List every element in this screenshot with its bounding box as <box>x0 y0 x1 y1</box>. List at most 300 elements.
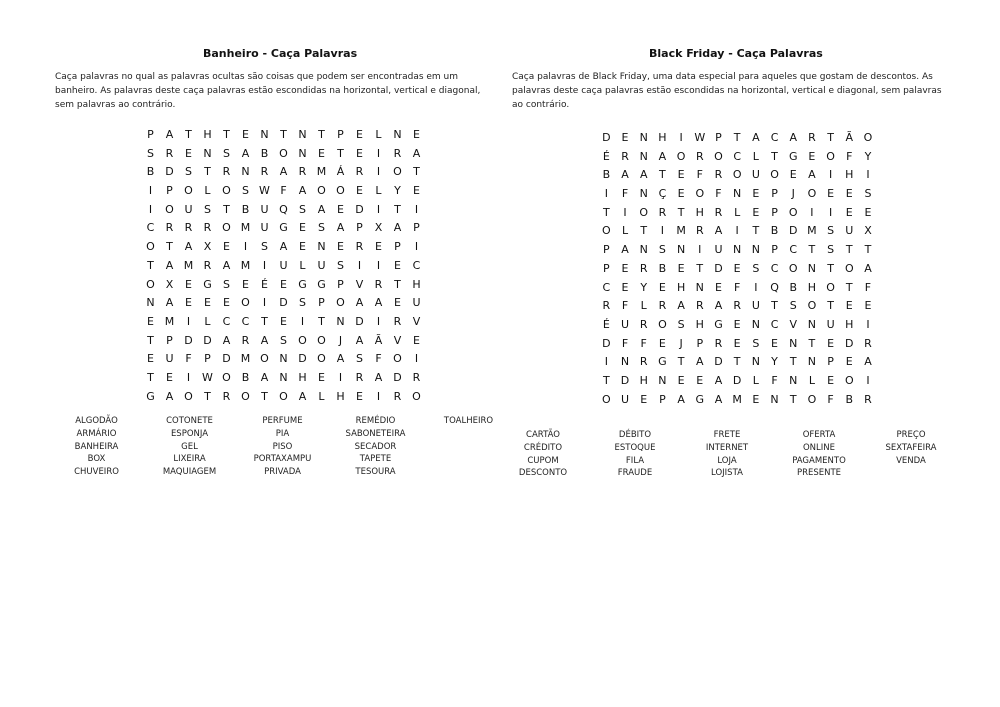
grid-letter[interactable]: I <box>414 240 419 254</box>
grid-letter[interactable]: E <box>356 128 363 141</box>
grid-letter[interactable]: A <box>864 355 872 369</box>
grid-letter[interactable]: X <box>374 221 383 235</box>
grid-letter[interactable]: T <box>602 205 610 219</box>
grid-letter[interactable]: L <box>621 224 629 238</box>
grid-letter[interactable]: T <box>147 333 154 347</box>
grid-letter[interactable]: T <box>771 149 778 163</box>
grid-letter[interactable]: E <box>337 240 344 254</box>
grid-letter[interactable]: A <box>279 165 288 179</box>
grid-letter[interactable]: I <box>623 205 627 219</box>
grid-letter[interactable]: P <box>337 128 344 141</box>
grid-letter[interactable]: I <box>866 168 870 182</box>
grid-letter[interactable]: S <box>299 202 306 216</box>
grid-letter[interactable]: H <box>845 317 854 331</box>
grid-letter[interactable]: N <box>279 352 288 366</box>
grid-letter[interactable]: É <box>602 317 610 331</box>
grid-letter[interactable]: A <box>260 333 269 347</box>
grid-letter[interactable]: A <box>374 370 383 384</box>
grid-letter[interactable]: I <box>828 168 833 182</box>
grid-letter[interactable]: E <box>845 187 853 201</box>
grid-letter[interactable]: E <box>299 240 306 254</box>
grid-letter[interactable]: A <box>355 333 364 347</box>
grid-letter[interactable]: C <box>241 314 250 328</box>
grid-letter[interactable]: E <box>677 168 685 182</box>
grid-letter[interactable]: F <box>280 184 287 198</box>
grid-letter[interactable]: E <box>621 261 629 275</box>
grid-letter[interactable]: E <box>696 373 704 387</box>
grid-letter[interactable]: E <box>223 240 230 254</box>
grid-letter[interactable]: H <box>658 131 667 144</box>
grid-letter[interactable]: É <box>261 277 268 291</box>
grid-letter[interactable]: F <box>621 299 629 313</box>
grid-letter[interactable]: Ç <box>658 187 667 201</box>
grid-letter[interactable]: R <box>714 168 723 182</box>
grid-letter[interactable]: E <box>864 299 872 313</box>
grid-letter[interactable]: T <box>696 261 704 275</box>
grid-letter[interactable]: M <box>183 258 194 272</box>
grid-letter[interactable]: E <box>337 202 344 216</box>
grid-letter[interactable]: B <box>260 146 269 160</box>
grid-letter[interactable]: S <box>223 277 230 291</box>
grid-letter[interactable]: F <box>846 149 853 163</box>
grid-letter[interactable]: T <box>827 299 834 313</box>
grid-letter[interactable]: D <box>355 314 364 328</box>
grid-letter[interactable]: E <box>733 336 741 350</box>
grid-letter[interactable]: A <box>789 131 797 144</box>
grid-letter[interactable]: T <box>223 128 230 141</box>
grid-letter[interactable]: A <box>184 240 193 254</box>
grid-letter[interactable]: M <box>807 224 817 238</box>
grid-letter[interactable]: M <box>240 221 251 235</box>
grid-letter[interactable]: R <box>165 146 174 160</box>
grid-letter[interactable]: I <box>243 240 248 254</box>
grid-letter[interactable]: O <box>602 224 611 238</box>
grid-letter[interactable]: R <box>355 165 364 179</box>
grid-letter[interactable]: P <box>337 277 344 291</box>
grid-letter[interactable]: T <box>147 258 154 272</box>
grid-letter[interactable]: I <box>810 205 814 219</box>
grid-letter[interactable]: I <box>698 243 702 257</box>
grid-letter[interactable]: A <box>714 224 723 238</box>
grid-letter[interactable]: E <box>242 277 249 291</box>
grid-letter[interactable]: T <box>204 389 211 403</box>
grid-letter[interactable]: A <box>621 168 629 182</box>
grid-letter[interactable]: F <box>375 352 382 366</box>
grid-letter[interactable]: O <box>714 149 723 163</box>
grid-letter[interactable]: E <box>394 258 401 272</box>
grid-letter[interactable]: O <box>279 389 288 403</box>
grid-letter[interactable]: N <box>676 243 686 257</box>
grid-letter[interactable]: G <box>714 317 723 331</box>
grid-letter[interactable]: R <box>658 205 667 219</box>
grid-letter[interactable]: U <box>165 352 174 366</box>
grid-letter[interactable]: E <box>733 261 741 275</box>
grid-letter[interactable]: O <box>393 352 402 366</box>
grid-letter[interactable]: N <box>789 336 798 350</box>
grid-letter[interactable]: N <box>695 280 704 294</box>
grid-letter[interactable]: O <box>639 205 649 219</box>
grid-letter[interactable]: N <box>807 261 817 275</box>
grid-letter[interactable]: I <box>186 370 191 384</box>
grid-letter[interactable]: R <box>864 392 872 406</box>
grid-letter[interactable]: O <box>298 333 307 347</box>
grid-letter[interactable]: N <box>751 317 760 331</box>
grid-letter[interactable]: D <box>298 352 307 366</box>
grid-letter[interactable]: E <box>789 168 797 182</box>
grid-letter[interactable]: L <box>375 128 382 141</box>
grid-letter[interactable]: É <box>602 149 610 163</box>
grid-letter[interactable]: A <box>374 296 383 310</box>
grid-letter[interactable]: T <box>733 131 741 144</box>
grid-letter[interactable]: W <box>259 184 270 198</box>
grid-letter[interactable]: O <box>317 333 326 347</box>
grid-letter[interactable]: T <box>261 389 268 403</box>
grid-letter[interactable]: D <box>845 336 854 350</box>
grid-letter[interactable]: E <box>752 187 760 201</box>
grid-letter[interactable]: A <box>621 243 629 257</box>
grid-letter[interactable]: N <box>260 128 269 141</box>
grid-letter[interactable]: I <box>376 165 381 179</box>
grid-letter[interactable]: O <box>732 168 742 182</box>
grid-letter[interactable]: I <box>262 296 267 310</box>
grid-letter[interactable]: L <box>752 373 759 387</box>
grid-letter[interactable]: I <box>148 184 153 198</box>
grid-letter[interactable]: P <box>204 352 211 366</box>
grid-letter[interactable]: F <box>696 168 703 182</box>
grid-letter[interactable]: S <box>658 243 666 257</box>
grid-letter[interactable]: A <box>696 355 704 369</box>
grid-letter[interactable]: O <box>241 296 250 310</box>
grid-letter[interactable]: T <box>659 168 666 182</box>
grid-letter[interactable]: T <box>318 128 325 141</box>
grid-letter[interactable]: S <box>827 224 835 238</box>
grid-letter[interactable]: P <box>696 336 704 350</box>
grid-letter[interactable]: L <box>734 205 741 219</box>
grid-letter[interactable]: Ã <box>845 131 854 144</box>
grid-letter[interactable]: U <box>412 296 421 310</box>
grid-letter[interactable]: A <box>165 128 174 141</box>
grid-letter[interactable]: D <box>732 373 742 387</box>
grid-letter[interactable]: P <box>318 296 325 310</box>
grid-letter[interactable]: T <box>864 243 872 257</box>
grid-letter[interactable]: A <box>336 352 345 366</box>
grid-letter[interactable]: I <box>866 373 870 387</box>
grid-letter[interactable]: F <box>185 352 192 366</box>
grid-letter[interactable]: N <box>336 314 345 328</box>
grid-letter[interactable]: X <box>864 224 872 238</box>
grid-letter[interactable]: B <box>770 224 779 238</box>
grid-letter[interactable]: V <box>393 333 402 347</box>
grid-letter[interactable]: L <box>204 314 211 328</box>
grid-letter[interactable]: N <box>241 165 250 179</box>
grid-letter[interactable]: H <box>676 280 686 294</box>
grid-letter[interactable]: X <box>203 240 212 254</box>
grid-letter[interactable]: G <box>695 392 705 406</box>
grid-letter[interactable]: P <box>394 240 401 254</box>
grid-letter[interactable]: Y <box>864 149 872 163</box>
grid-letter[interactable]: D <box>184 333 193 347</box>
grid-letter[interactable]: N <box>789 373 798 387</box>
grid-letter[interactable]: E <box>356 389 363 403</box>
grid-letter[interactable]: T <box>827 261 834 275</box>
grid-letter[interactable]: O <box>279 146 288 160</box>
grid-letter[interactable]: F <box>733 280 741 294</box>
grid-letter[interactable]: I <box>679 131 683 144</box>
grid-letter[interactable]: U <box>845 224 854 238</box>
grid-letter[interactable]: T <box>808 243 816 257</box>
grid-letter[interactable]: A <box>808 168 816 182</box>
grid-letter[interactable]: B <box>602 168 611 182</box>
grid-letter[interactable]: I <box>735 224 739 238</box>
grid-letter[interactable]: I <box>376 202 381 216</box>
grid-letter[interactable]: R <box>695 149 704 163</box>
grid-letter[interactable]: U <box>317 258 326 272</box>
grid-letter[interactable]: A <box>714 392 723 406</box>
grid-letter[interactable]: L <box>299 258 306 272</box>
grid-letter[interactable]: A <box>714 373 723 387</box>
grid-letter[interactable]: U <box>184 202 193 216</box>
grid-letter[interactable]: V <box>355 277 364 291</box>
grid-letter[interactable]: S <box>261 240 268 254</box>
grid-letter[interactable]: R <box>412 370 421 384</box>
grid-letter[interactable]: C <box>733 149 741 163</box>
grid-letter[interactable]: P <box>166 184 173 198</box>
grid-letter[interactable]: E <box>714 280 722 294</box>
grid-letter[interactable]: O <box>788 205 798 219</box>
grid-letter[interactable]: S <box>242 184 249 198</box>
grid-letter[interactable]: R <box>733 299 741 313</box>
grid-letter[interactable]: S <box>299 296 306 310</box>
grid-letter[interactable]: T <box>733 355 741 369</box>
grid-letter[interactable]: O <box>695 187 705 201</box>
grid-letter[interactable]: H <box>298 370 307 384</box>
grid-letter[interactable]: D <box>222 352 231 366</box>
grid-letter[interactable]: O <box>844 373 854 387</box>
grid-letter[interactable]: Á <box>336 165 345 179</box>
grid-letter[interactable]: E <box>299 221 306 235</box>
grid-letter[interactable]: I <box>376 389 381 403</box>
grid-letter[interactable]: F <box>621 336 629 350</box>
grid-letter[interactable]: V <box>789 317 797 331</box>
grid-letter[interactable]: O <box>336 184 345 198</box>
grid-letter[interactable]: S <box>789 299 797 313</box>
grid-letter[interactable]: D <box>602 336 611 350</box>
grid-letter[interactable]: S <box>356 352 363 366</box>
grid-letter[interactable]: O <box>146 277 155 291</box>
grid-letter[interactable]: M <box>732 392 742 406</box>
grid-letter[interactable]: U <box>751 299 760 313</box>
grid-letter[interactable]: P <box>771 243 778 257</box>
grid-letter[interactable]: E <box>413 184 420 198</box>
grid-letter[interactable]: D <box>355 202 364 216</box>
grid-letter[interactable]: L <box>752 149 759 163</box>
grid-letter[interactable]: O <box>807 187 817 201</box>
grid-letter[interactable]: G <box>203 277 212 291</box>
grid-letter[interactable]: R <box>203 221 212 235</box>
grid-letter[interactable]: T <box>394 277 401 291</box>
grid-letter[interactable]: G <box>788 149 798 163</box>
grid-letter[interactable]: S <box>280 333 287 347</box>
grid-letter[interactable]: A <box>714 299 723 313</box>
grid-letter[interactable]: T <box>640 224 648 238</box>
grid-letter[interactable]: E <box>621 280 629 294</box>
grid-letter[interactable]: P <box>356 221 363 235</box>
grid-letter[interactable]: O <box>807 299 817 313</box>
grid-letter[interactable]: E <box>658 280 666 294</box>
grid-letter[interactable]: E <box>752 392 760 406</box>
grid-letter[interactable]: A <box>165 296 174 310</box>
grid-letter[interactable]: O <box>863 131 873 144</box>
grid-letter[interactable]: Ã <box>374 333 383 347</box>
grid-letter[interactable]: C <box>789 243 798 257</box>
grid-letter[interactable]: R <box>639 317 648 331</box>
grid-letter[interactable]: I <box>414 202 419 216</box>
grid-letter[interactable]: W <box>202 370 213 384</box>
grid-letter[interactable]: R <box>374 277 383 291</box>
grid-letter[interactable]: E <box>752 205 760 219</box>
grid-letter[interactable]: N <box>751 243 760 257</box>
grid-letter[interactable]: N <box>751 355 760 369</box>
grid-letter[interactable]: D <box>602 131 611 144</box>
grid-letter[interactable]: N <box>639 149 648 163</box>
grid-letter[interactable]: G <box>317 277 326 291</box>
grid-letter[interactable]: L <box>808 373 815 387</box>
grid-letter[interactable]: U <box>826 317 835 331</box>
grid-letter[interactable]: S <box>223 146 230 160</box>
grid-letter[interactable]: N <box>203 146 212 160</box>
grid-letter[interactable]: T <box>808 336 816 350</box>
grid-letter[interactable]: P <box>659 392 666 406</box>
grid-letter[interactable]: C <box>412 258 421 272</box>
grid-letter[interactable]: E <box>242 128 249 141</box>
grid-letter[interactable]: I <box>866 317 870 331</box>
grid-letter[interactable]: W <box>694 131 706 144</box>
grid-letter[interactable]: U <box>279 258 288 272</box>
grid-letter[interactable]: E <box>827 373 835 387</box>
grid-letter[interactable]: A <box>677 299 685 313</box>
grid-letter[interactable]: E <box>658 336 666 350</box>
grid-letter[interactable]: I <box>300 314 305 328</box>
grid-letter[interactable]: O <box>826 280 835 294</box>
grid-letter[interactable]: T <box>789 392 797 406</box>
grid-letter[interactable]: Y <box>394 184 401 198</box>
grid-letter[interactable]: A <box>393 221 402 235</box>
grid-letter[interactable]: I <box>828 205 833 219</box>
grid-letter[interactable]: D <box>393 370 402 384</box>
grid-letter[interactable]: F <box>864 280 872 294</box>
grid-letter[interactable]: U <box>260 202 269 216</box>
grid-letter[interactable]: O <box>184 389 193 403</box>
grid-letter[interactable]: S <box>677 317 685 331</box>
grid-letter[interactable]: O <box>184 184 193 198</box>
grid-letter[interactable]: T <box>771 299 778 313</box>
grid-letter[interactable]: R <box>602 299 611 313</box>
grid-letter[interactable]: T <box>789 355 797 369</box>
grid-letter[interactable]: E <box>375 240 382 254</box>
grid-letter[interactable]: I <box>660 224 665 238</box>
grid-letter[interactable]: N <box>639 131 648 144</box>
grid-letter[interactable]: C <box>770 131 779 144</box>
grid-letter[interactable]: N <box>770 392 779 406</box>
grid-letter[interactable]: A <box>165 389 174 403</box>
grid-letter[interactable]: N <box>393 128 402 141</box>
grid-letter[interactable]: M <box>240 352 251 366</box>
grid-letter[interactable]: I <box>357 258 362 272</box>
grid-letter[interactable]: C <box>770 261 779 275</box>
grid-letter[interactable]: O <box>658 317 667 331</box>
grid-letter[interactable]: D <box>714 261 723 275</box>
grid-letter[interactable]: R <box>695 224 704 238</box>
grid-letter[interactable]: R <box>639 261 648 275</box>
grid-letter[interactable]: E <box>845 205 853 219</box>
grid-letter[interactable]: E <box>185 296 192 310</box>
grid-letter[interactable]: Q <box>279 202 288 216</box>
grid-letter[interactable]: U <box>751 168 760 182</box>
grid-letter[interactable]: R <box>260 165 269 179</box>
grid-letter[interactable]: N <box>733 243 742 257</box>
grid-letter[interactable]: C <box>222 314 231 328</box>
grid-letter[interactable]: J <box>679 336 683 350</box>
grid-letter[interactable]: O <box>412 389 421 403</box>
grid-letter[interactable]: E <box>185 146 192 160</box>
grid-letter[interactable]: U <box>260 221 269 235</box>
grid-letter[interactable]: N <box>639 243 648 257</box>
grid-letter[interactable]: S <box>337 258 344 272</box>
grid-letter[interactable]: S <box>185 165 192 179</box>
grid-letter[interactable]: R <box>222 165 231 179</box>
grid-letter[interactable]: A <box>752 131 760 144</box>
grid-letter[interactable]: R <box>864 336 872 350</box>
grid-letter[interactable]: I <box>186 314 191 328</box>
grid-letter[interactable]: O <box>222 221 231 235</box>
grid-letter[interactable]: A <box>165 258 174 272</box>
grid-letter[interactable]: A <box>241 146 250 160</box>
grid-letter[interactable]: L <box>318 389 325 403</box>
grid-letter[interactable]: N <box>639 187 648 201</box>
grid-letter[interactable]: Q <box>770 280 779 294</box>
grid-letter[interactable]: G <box>146 389 155 403</box>
grid-letter[interactable]: E <box>733 317 741 331</box>
grid-letter[interactable]: T <box>827 131 834 144</box>
grid-letter[interactable]: E <box>413 333 420 347</box>
grid-letter[interactable]: A <box>355 296 364 310</box>
grid-letter[interactable]: S <box>827 243 835 257</box>
grid-letter[interactable]: E <box>204 296 211 310</box>
grid-letter[interactable]: T <box>845 243 853 257</box>
grid-letter[interactable]: F <box>715 187 722 201</box>
grid-letter[interactable]: E <box>827 187 835 201</box>
grid-letter[interactable]: H <box>807 280 817 294</box>
grid-letter[interactable]: A <box>260 370 269 384</box>
grid-letter[interactable]: O <box>807 392 817 406</box>
grid-letter[interactable]: O <box>317 352 326 366</box>
grid-letter[interactable]: R <box>393 389 402 403</box>
grid-letter[interactable]: H <box>336 389 345 403</box>
grid-letter[interactable]: O <box>241 389 250 403</box>
grid-letter[interactable]: D <box>165 165 174 179</box>
grid-letter[interactable]: A <box>222 333 231 347</box>
grid-letter[interactable]: S <box>752 261 760 275</box>
grid-letter[interactable]: E <box>677 373 685 387</box>
grid-letter[interactable]: C <box>770 317 779 331</box>
grid-letter[interactable]: P <box>827 355 834 369</box>
grid-letter[interactable]: N <box>658 373 667 387</box>
grid-letter[interactable]: B <box>146 165 155 179</box>
grid-letter[interactable]: E <box>147 314 154 328</box>
grid-letter[interactable]: N <box>807 317 817 331</box>
grid-letter[interactable]: R <box>355 370 364 384</box>
grid-letter[interactable]: O <box>770 168 779 182</box>
